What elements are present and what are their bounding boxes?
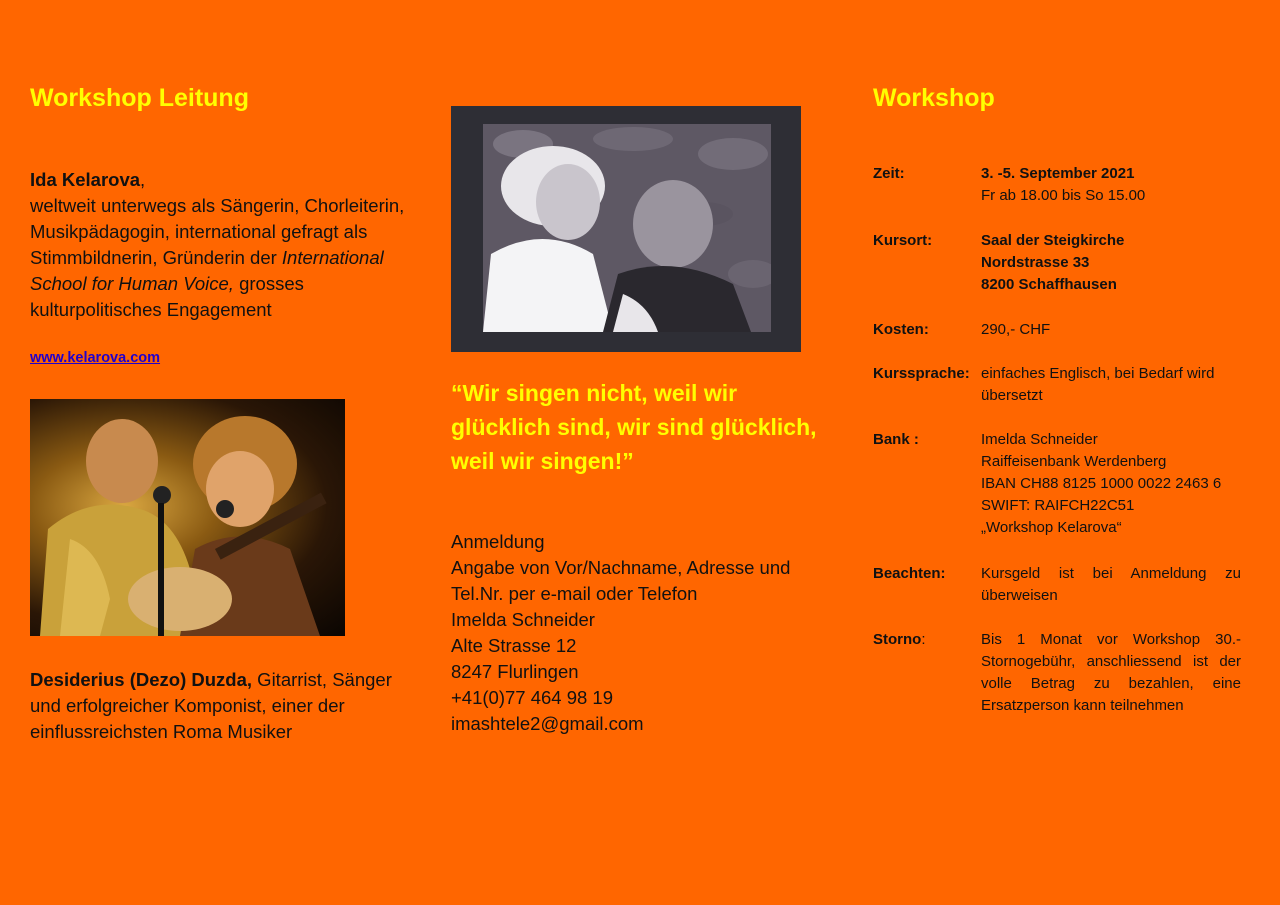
- zeit-value: [981, 163, 1241, 207]
- leitung-heading: Workshop Leitung: [30, 84, 249, 112]
- kursort-label: Kursort:: [873, 232, 933, 249]
- storno-colon: :: [921, 631, 926, 648]
- singers-photo: [483, 124, 771, 332]
- registration-block: [451, 529, 831, 737]
- kursort-line: 8200 Schaffhausen: [981, 276, 1117, 293]
- dezo-bio: [30, 667, 410, 745]
- ida-school: International School for Human Voice,: [30, 247, 384, 294]
- kelarova-link[interactable]: www.kelarova.com: [30, 350, 161, 366]
- bank-value: [981, 429, 1241, 539]
- registration-line: Imelda Schneider: [451, 609, 595, 630]
- storno-value: Bis 1 Monat vor Workshop 30.- Stornogebühr, anschliessend ist der volle Betrag zu bezahlen, eine Ersatzperson kann teilnehmen: [981, 631, 1241, 714]
- beachten-label: Beachten:: [873, 565, 946, 582]
- bank-reference: „Workshop Kelarova“: [981, 519, 1122, 536]
- kursort-value: [981, 230, 1241, 296]
- registration-line: Alte Strasse 12: [451, 635, 577, 656]
- sprache-value: einfaches Englisch, bei Bedarf wird übersetzt: [981, 365, 1215, 404]
- ida-desc-2: grosses kulturpolitisches Engagement: [30, 273, 304, 320]
- storno-label-text: Storno: [873, 631, 922, 648]
- zeit-label: Zeit:: [873, 165, 905, 182]
- quote: “Wir singen nicht, weil wir glücklich sind, wir sind glücklich, weil wir singen!”: [451, 380, 817, 474]
- registration-line: Angabe von Vor/Nachname, Adresse und: [451, 557, 791, 578]
- bank-line: Raiffeisenbank Werdenberg: [981, 453, 1167, 470]
- zeit-date: 3. -5. September 2021: [981, 165, 1135, 182]
- singers-photo-frame: [451, 106, 801, 352]
- bank-line: Imelda Schneider: [981, 431, 1098, 448]
- bank-iban: IBAN CH88 8125 1000 0022 2463 6: [981, 475, 1222, 492]
- registration-line: Anmeldung: [451, 531, 545, 552]
- workshop-heading: Workshop: [873, 84, 995, 112]
- kursort-line: Nordstrasse 33: [981, 254, 1090, 271]
- sprache-label: Kurssprache:: [873, 365, 970, 382]
- bank-label: Bank :: [873, 431, 919, 448]
- kosten-value: [981, 319, 1241, 341]
- bank-swift: SWIFT: RAIFCH22C51: [981, 497, 1135, 514]
- dezo-name: Desiderius (Dezo) Duzda,: [30, 669, 253, 690]
- ida-name: Ida Kelarova: [30, 169, 141, 190]
- zeit-time: Fr ab 18.00 bis So 15.00: [981, 187, 1146, 204]
- musicians-photo: [30, 399, 345, 636]
- ida-bio: [30, 167, 410, 323]
- registration-phone: +41(0)77 464 98 19: [451, 687, 614, 708]
- ida-desc-1: weltweit unterwegs als Sängerin, Chorleiterin, Musikpädagogin, international gefragt als Stimmbildnerin, Gründerin der: [30, 195, 405, 268]
- registration-line: 8247 Flurlingen: [451, 661, 579, 682]
- beachten-value: Kursgeld ist bei Anmeldung zu überweisen: [981, 565, 1241, 604]
- kosten-label: Kosten:: [873, 321, 929, 338]
- kosten-amount: 290,- CHF: [981, 321, 1051, 338]
- ida-comma: ,: [140, 169, 146, 190]
- kursort-line: Saal der Steigkirche: [981, 232, 1125, 249]
- registration-email: imashtele2@gmail.com: [451, 713, 644, 734]
- registration-line: Tel.Nr. per e-mail oder Telefon: [451, 583, 698, 604]
- dezo-desc: Gitarrist, Sänger und erfolgreicher Komponist, einer der einflussreichsten Roma Musiker: [30, 669, 392, 742]
- storno-label: [873, 629, 926, 651]
